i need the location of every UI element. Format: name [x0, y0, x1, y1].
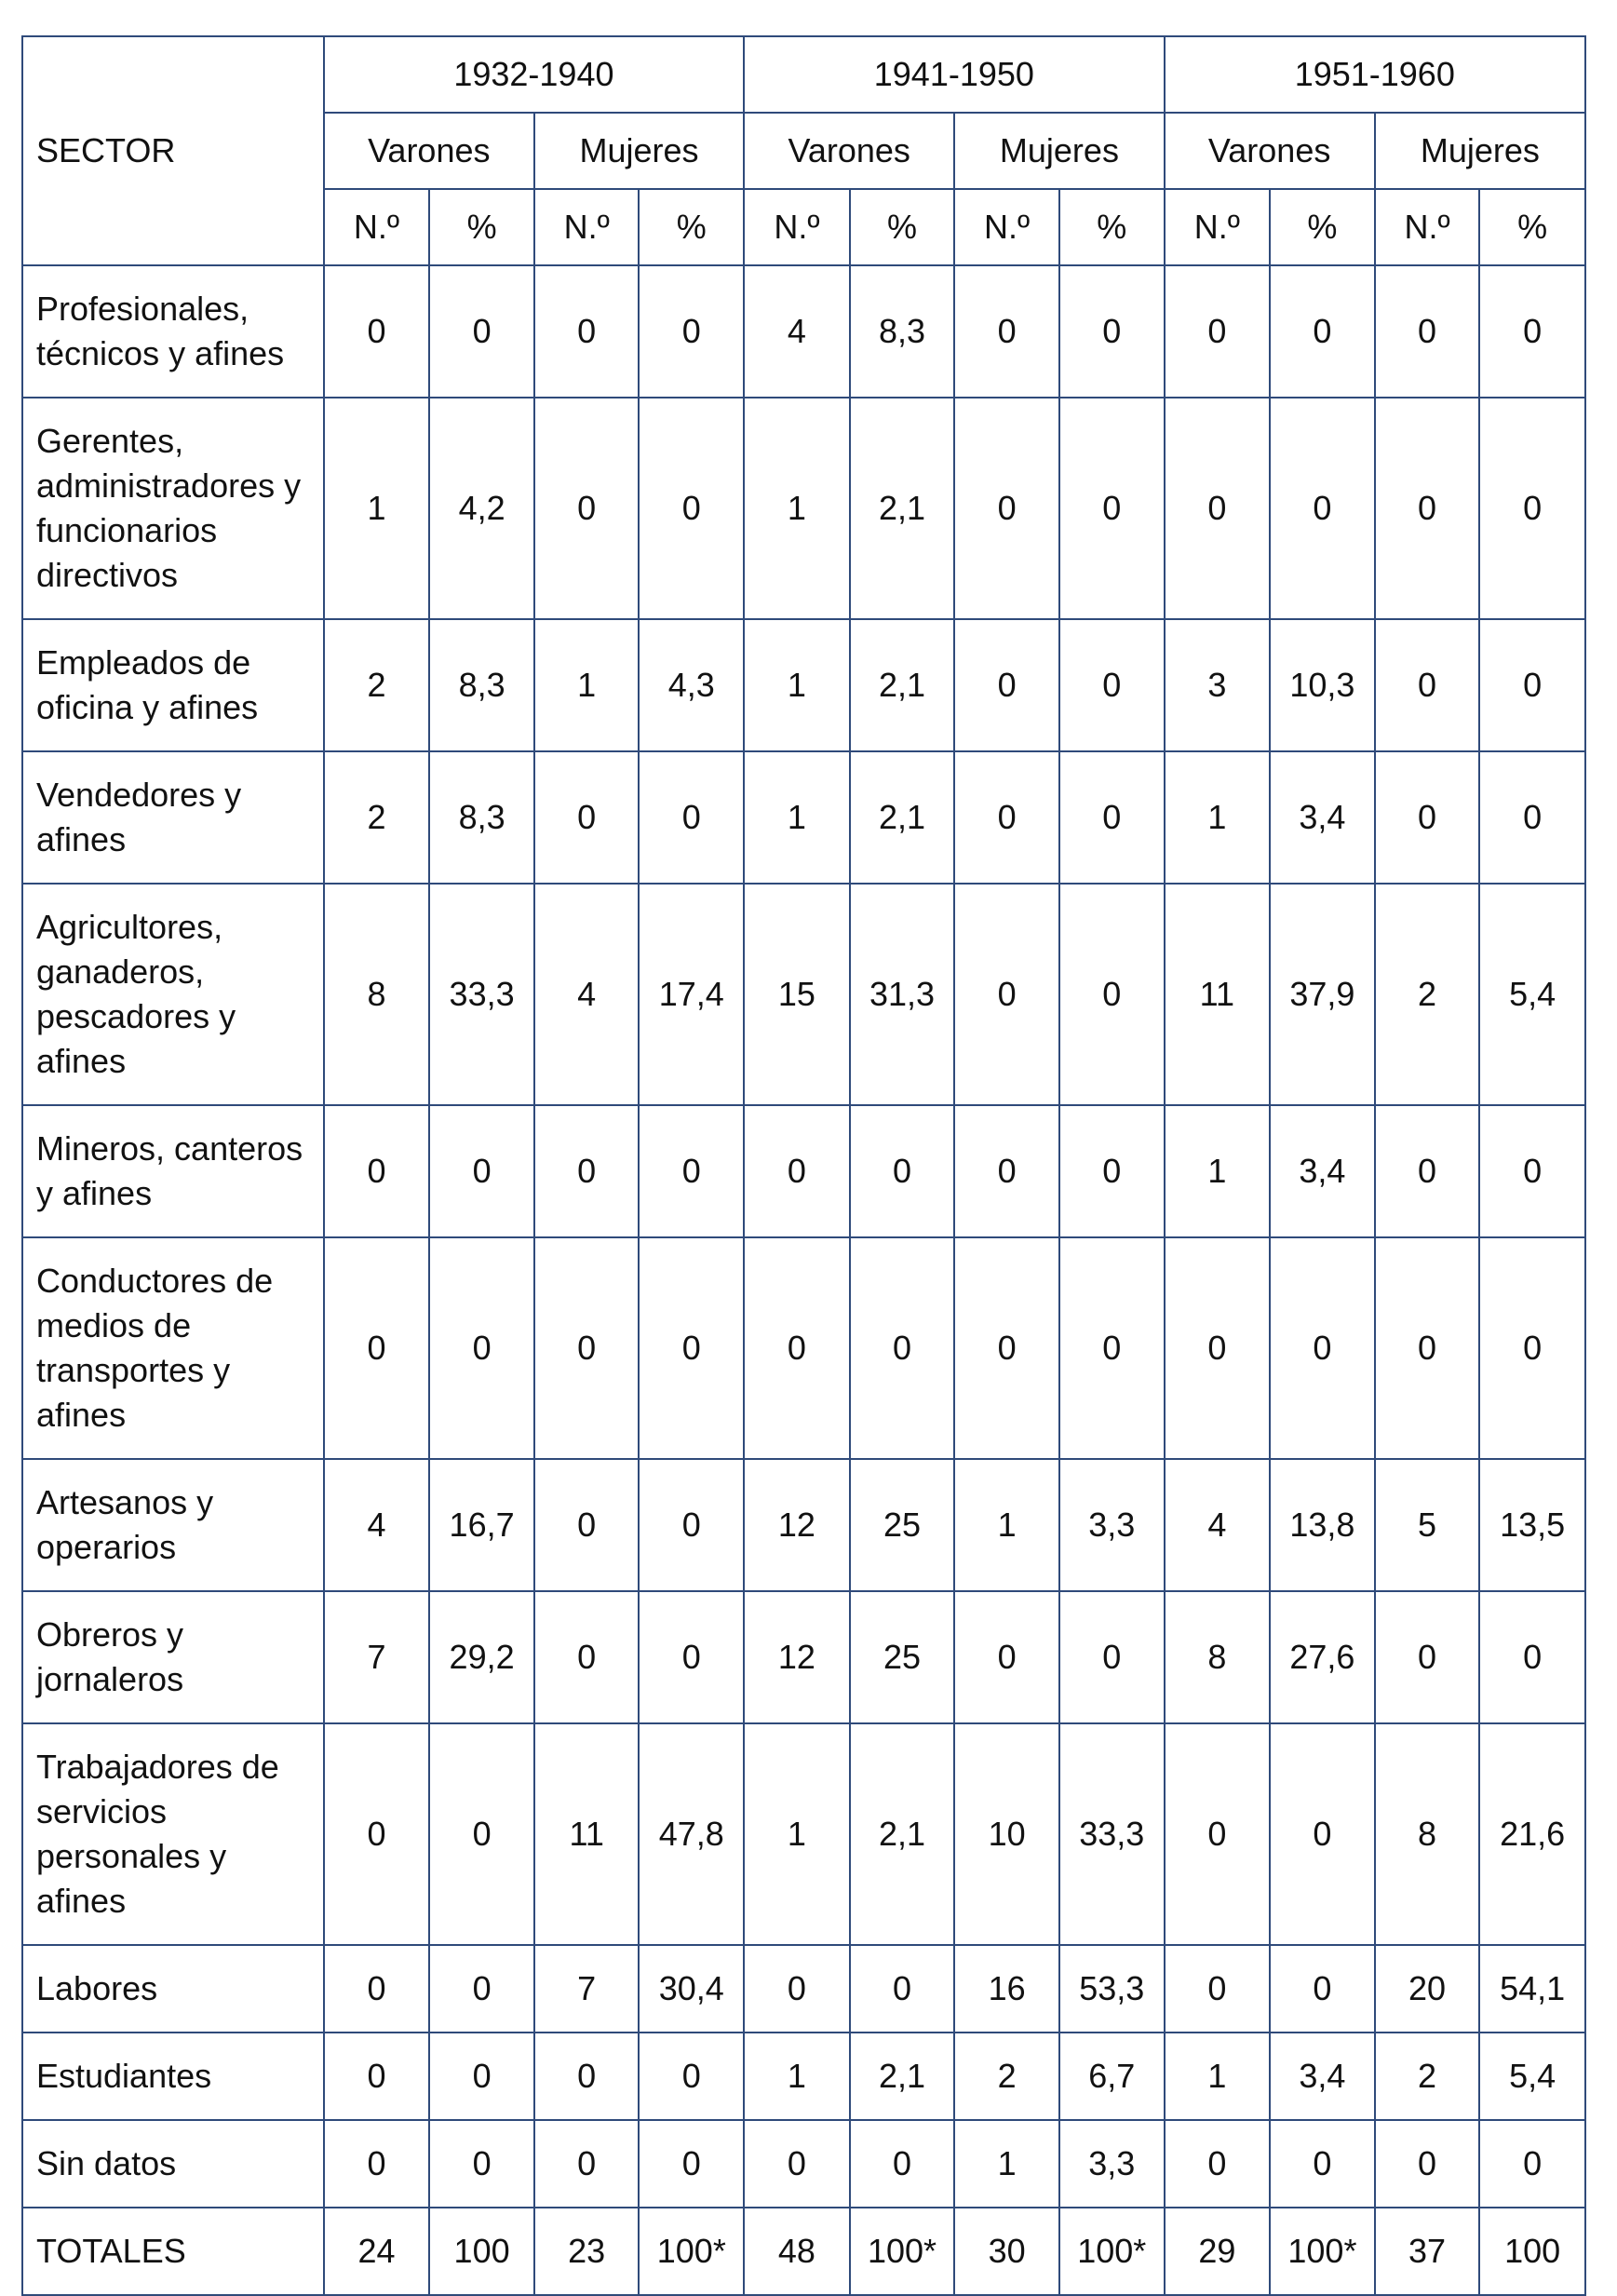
count-cell: 0 — [1375, 751, 1480, 884]
count-cell: 0 — [1165, 1237, 1271, 1459]
gender-header-women: Mujeres — [534, 113, 744, 189]
percent-cell: 2,1 — [850, 2033, 955, 2120]
row-label: Vendedores y afines — [22, 751, 324, 884]
count-cell: 0 — [954, 751, 1059, 884]
percent-cell: 5,4 — [1479, 884, 1585, 1105]
unit-header-num: N.º — [1165, 189, 1271, 265]
row-label: Artesanos y operarios — [22, 1459, 324, 1591]
percent-cell: 0 — [639, 2120, 744, 2208]
count-cell: 2 — [324, 751, 430, 884]
count-cell: 0 — [534, 265, 640, 398]
count-cell: 1 — [744, 619, 850, 751]
percent-cell: 0 — [639, 265, 744, 398]
percent-cell: 3,4 — [1270, 751, 1375, 884]
count-cell: 1 — [744, 1723, 850, 1945]
percent-cell: 0 — [639, 1105, 744, 1237]
occupation-table — [21, 35, 1586, 2296]
count-cell: 0 — [1165, 398, 1271, 619]
count-cell: 11 — [1165, 884, 1271, 1105]
count-cell: 4 — [534, 884, 640, 1105]
table-row — [22, 1723, 1585, 1945]
percent-cell: 100* — [1270, 2208, 1375, 2295]
count-cell: 2 — [1375, 2033, 1480, 2120]
count-cell: 12 — [744, 1459, 850, 1591]
percent-cell: 0 — [850, 1945, 955, 2033]
count-cell: 23 — [534, 2208, 640, 2295]
count-cell: 0 — [744, 1105, 850, 1237]
count-cell: 8 — [1375, 1723, 1480, 1945]
count-cell: 12 — [744, 1591, 850, 1723]
row-label: Gerentes, administradores y funcionarios directivos — [22, 398, 324, 619]
count-cell: 1 — [744, 2033, 850, 2120]
count-cell: 0 — [954, 1105, 1059, 1237]
period-header: 1951-1960 — [1165, 36, 1585, 113]
table-row — [22, 1237, 1585, 1459]
percent-cell: 0 — [639, 1237, 744, 1459]
percent-cell: 0 — [639, 2033, 744, 2120]
count-cell: 0 — [324, 1237, 430, 1459]
percent-cell: 31,3 — [850, 884, 955, 1105]
count-cell: 0 — [954, 619, 1059, 751]
row-label: Empleados de oficina y afines — [22, 619, 324, 751]
gender-header-men: Varones — [1165, 113, 1375, 189]
count-cell: 0 — [1165, 1945, 1271, 2033]
table-row — [22, 884, 1585, 1105]
unit-header-num: N.º — [324, 189, 430, 265]
count-cell: 0 — [744, 1237, 850, 1459]
count-cell: 0 — [744, 2120, 850, 2208]
percent-cell: 3,4 — [1270, 1105, 1375, 1237]
percent-cell: 2,1 — [850, 1723, 955, 1945]
count-cell: 7 — [534, 1945, 640, 2033]
percent-cell: 0 — [1059, 1237, 1165, 1459]
percent-cell: 6,7 — [1059, 2033, 1165, 2120]
percent-cell: 2,1 — [850, 619, 955, 751]
percent-cell: 53,3 — [1059, 1945, 1165, 2033]
percent-cell: 8,3 — [429, 619, 534, 751]
percent-cell: 54,1 — [1479, 1945, 1585, 2033]
table-row — [22, 619, 1585, 751]
table-row — [22, 1105, 1585, 1237]
gender-header-men: Varones — [744, 113, 954, 189]
table-row — [22, 751, 1585, 884]
percent-cell: 10,3 — [1270, 619, 1375, 751]
count-cell: 0 — [1375, 265, 1480, 398]
percent-cell: 0 — [429, 2033, 534, 2120]
percent-cell: 0 — [1270, 398, 1375, 619]
count-cell: 20 — [1375, 1945, 1480, 2033]
header-row-periods — [22, 36, 1585, 113]
period-header: 1932-1940 — [324, 36, 744, 113]
percent-cell: 13,5 — [1479, 1459, 1585, 1591]
row-label: Mineros, canteros y afines — [22, 1105, 324, 1237]
row-label: Labores — [22, 1945, 324, 2033]
count-cell: 0 — [324, 2120, 430, 2208]
count-cell: 0 — [954, 398, 1059, 619]
count-cell: 0 — [1375, 1237, 1480, 1459]
count-cell: 15 — [744, 884, 850, 1105]
percent-cell: 0 — [429, 2120, 534, 2208]
count-cell: 1 — [1165, 2033, 1271, 2120]
percent-cell: 16,7 — [429, 1459, 534, 1591]
count-cell: 0 — [534, 1105, 640, 1237]
percent-cell: 4,3 — [639, 619, 744, 751]
count-cell: 8 — [1165, 1591, 1271, 1723]
count-cell: 0 — [324, 1723, 430, 1945]
percent-cell: 8,3 — [429, 751, 534, 884]
count-cell: 0 — [1375, 2120, 1480, 2208]
row-label: TOTALES — [22, 2208, 324, 2295]
table-row — [22, 2208, 1585, 2295]
percent-cell: 0 — [1479, 265, 1585, 398]
percent-cell: 30,4 — [639, 1945, 744, 2033]
count-cell: 0 — [954, 265, 1059, 398]
percent-cell: 33,3 — [1059, 1723, 1165, 1945]
percent-cell: 0 — [1270, 265, 1375, 398]
percent-cell: 8,3 — [850, 265, 955, 398]
percent-cell: 13,8 — [1270, 1459, 1375, 1591]
percent-cell: 0 — [1059, 1591, 1165, 1723]
gender-header-women: Mujeres — [954, 113, 1164, 189]
percent-cell: 17,4 — [639, 884, 744, 1105]
unit-header-num: N.º — [1375, 189, 1480, 265]
row-label: Trabajadores de servicios personales y afines — [22, 1723, 324, 1945]
count-cell: 8 — [324, 884, 430, 1105]
unit-header-pct: % — [429, 189, 534, 265]
percent-cell: 0 — [1059, 1105, 1165, 1237]
count-cell: 29 — [1165, 2208, 1271, 2295]
percent-cell: 0 — [1059, 265, 1165, 398]
percent-cell: 0 — [1270, 2120, 1375, 2208]
percent-cell: 0 — [639, 1459, 744, 1591]
count-cell: 1 — [744, 398, 850, 619]
percent-cell: 3,3 — [1059, 2120, 1165, 2208]
count-cell: 0 — [744, 1945, 850, 2033]
percent-cell: 0 — [1479, 398, 1585, 619]
percent-cell: 0 — [1479, 1237, 1585, 1459]
count-cell: 11 — [534, 1723, 640, 1945]
percent-cell: 100 — [429, 2208, 534, 2295]
percent-cell: 25 — [850, 1459, 955, 1591]
percent-cell: 0 — [1479, 1591, 1585, 1723]
row-label: Obreros y jornaleros — [22, 1591, 324, 1723]
count-cell: 3 — [1165, 619, 1271, 751]
percent-cell: 21,6 — [1479, 1723, 1585, 1945]
percent-cell: 3,4 — [1270, 2033, 1375, 2120]
table-row — [22, 1591, 1585, 1723]
count-cell: 4 — [324, 1459, 430, 1591]
unit-header-num: N.º — [954, 189, 1059, 265]
percent-cell: 100* — [1059, 2208, 1165, 2295]
table-row — [22, 1945, 1585, 2033]
percent-cell: 4,2 — [429, 398, 534, 619]
count-cell: 0 — [324, 1105, 430, 1237]
percent-cell: 100* — [639, 2208, 744, 2295]
unit-header-pct: % — [1479, 189, 1585, 265]
table-row — [22, 2120, 1585, 2208]
count-cell: 1 — [534, 619, 640, 751]
unit-header-pct: % — [850, 189, 955, 265]
count-cell: 4 — [744, 265, 850, 398]
count-cell: 1 — [1165, 751, 1271, 884]
unit-header-pct: % — [639, 189, 744, 265]
unit-header-num: N.º — [534, 189, 640, 265]
table-row — [22, 265, 1585, 398]
count-cell: 1 — [954, 1459, 1059, 1591]
unit-header-pct: % — [1059, 189, 1165, 265]
percent-cell: 2,1 — [850, 751, 955, 884]
count-cell: 0 — [1165, 1723, 1271, 1945]
percent-cell: 0 — [1479, 1105, 1585, 1237]
percent-cell: 0 — [1270, 1723, 1375, 1945]
count-cell: 7 — [324, 1591, 430, 1723]
gender-header-women: Mujeres — [1375, 113, 1585, 189]
count-cell: 0 — [534, 398, 640, 619]
count-cell: 0 — [1165, 2120, 1271, 2208]
percent-cell: 0 — [850, 1105, 955, 1237]
count-cell: 37 — [1375, 2208, 1480, 2295]
count-cell: 1 — [744, 751, 850, 884]
count-cell: 2 — [1375, 884, 1480, 1105]
count-cell: 1 — [1165, 1105, 1271, 1237]
percent-cell: 0 — [1059, 619, 1165, 751]
table-row — [22, 398, 1585, 619]
count-cell: 1 — [324, 398, 430, 619]
percent-cell: 25 — [850, 1591, 955, 1723]
percent-cell: 0 — [429, 265, 534, 398]
percent-cell: 3,3 — [1059, 1459, 1165, 1591]
percent-cell: 0 — [1059, 751, 1165, 884]
count-cell: 0 — [954, 884, 1059, 1105]
percent-cell: 100 — [1479, 2208, 1585, 2295]
percent-cell: 0 — [639, 751, 744, 884]
sector-header: SECTOR — [22, 36, 324, 265]
percent-cell: 100* — [850, 2208, 955, 2295]
row-label: Sin datos — [22, 2120, 324, 2208]
count-cell: 16 — [954, 1945, 1059, 2033]
count-cell: 10 — [954, 1723, 1059, 1945]
count-cell: 0 — [324, 1945, 430, 2033]
percent-cell: 0 — [1270, 1945, 1375, 2033]
count-cell: 2 — [954, 2033, 1059, 2120]
percent-cell: 0 — [1479, 2120, 1585, 2208]
percent-cell: 2,1 — [850, 398, 955, 619]
percent-cell: 27,6 — [1270, 1591, 1375, 1723]
count-cell: 4 — [1165, 1459, 1271, 1591]
count-cell: 24 — [324, 2208, 430, 2295]
count-cell: 0 — [1375, 619, 1480, 751]
percent-cell: 5,4 — [1479, 2033, 1585, 2120]
table-body — [22, 265, 1585, 2295]
percent-cell: 0 — [1059, 884, 1165, 1105]
percent-cell: 33,3 — [429, 884, 534, 1105]
gender-header-men: Varones — [324, 113, 534, 189]
count-cell: 0 — [534, 1459, 640, 1591]
percent-cell: 0 — [639, 398, 744, 619]
table-row — [22, 2033, 1585, 2120]
count-cell: 0 — [534, 1591, 640, 1723]
percent-cell: 29,2 — [429, 1591, 534, 1723]
row-label: Agricultores, ganaderos, pescadores y afines — [22, 884, 324, 1105]
percent-cell: 0 — [850, 2120, 955, 2208]
count-cell: 0 — [1375, 1105, 1480, 1237]
percent-cell: 0 — [429, 1945, 534, 2033]
percent-cell: 0 — [429, 1237, 534, 1459]
unit-header-pct: % — [1270, 189, 1375, 265]
count-cell: 0 — [324, 2033, 430, 2120]
count-cell: 5 — [1375, 1459, 1480, 1591]
count-cell: 1 — [954, 2120, 1059, 2208]
count-cell: 0 — [1375, 398, 1480, 619]
count-cell: 0 — [954, 1591, 1059, 1723]
unit-header-num: N.º — [744, 189, 850, 265]
percent-cell: 0 — [850, 1237, 955, 1459]
table-row — [22, 1459, 1585, 1591]
percent-cell: 0 — [1059, 398, 1165, 619]
percent-cell: 0 — [1479, 619, 1585, 751]
count-cell: 30 — [954, 2208, 1059, 2295]
row-label: Conductores de medios de transportes y afines — [22, 1237, 324, 1459]
period-header: 1941-1950 — [744, 36, 1164, 113]
percent-cell: 0 — [639, 1591, 744, 1723]
percent-cell: 37,9 — [1270, 884, 1375, 1105]
row-label: Estudiantes — [22, 2033, 324, 2120]
count-cell: 0 — [324, 265, 430, 398]
count-cell: 48 — [744, 2208, 850, 2295]
count-cell: 2 — [324, 619, 430, 751]
count-cell: 0 — [534, 2120, 640, 2208]
count-cell: 0 — [1375, 1591, 1480, 1723]
count-cell: 0 — [954, 1237, 1059, 1459]
percent-cell: 0 — [429, 1723, 534, 1945]
count-cell: 0 — [1165, 265, 1271, 398]
count-cell: 0 — [534, 2033, 640, 2120]
percent-cell: 47,8 — [639, 1723, 744, 1945]
percent-cell: 0 — [1270, 1237, 1375, 1459]
count-cell: 0 — [534, 751, 640, 884]
percent-cell: 0 — [429, 1105, 534, 1237]
count-cell: 0 — [534, 1237, 640, 1459]
percent-cell: 0 — [1479, 751, 1585, 884]
row-label: Profesionales, técnicos y afines — [22, 265, 324, 398]
